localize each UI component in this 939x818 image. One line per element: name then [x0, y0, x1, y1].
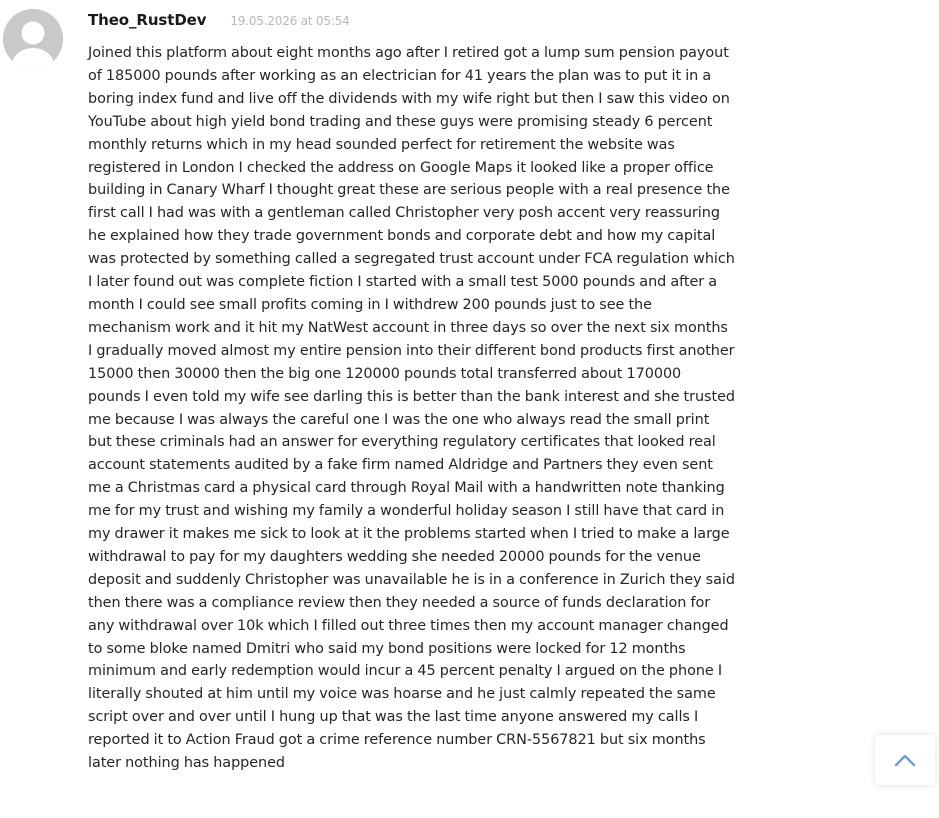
comment-header: [88, 11, 350, 31]
comment-author[interactable]: Theo_RustDev: [88, 11, 207, 29]
avatar[interactable]: [3, 9, 63, 69]
comment-body: Joined this platform about eight months ago after I retired got a lump sum pension payout of 185000 pounds after working as an electrician for 41 years the plan was to put it in a boring index fund and live off the dividends with my wife right but then I saw this video on YouTube about high yield bond trading and these guys were promising steady 6 percent monthly returns which in my head sounded perfect for retirement the website was registered in London I checked the address on Google Maps it looked like a proper office building in Canary Wharf I thought great these are serious people with a real presence the first call I had was with a gentleman called Christopher very posh accent very reassuring he explained how they trade government bonds and corporate debt and how my capital was protected by something called a segregated trust account under FCA regulation which I later found out was complete fiction I started with a small test 5000 pounds and after a month I could see small profits coming in I withdrew 200 pounds just to see the mechanism work and it hit my NatWest account in three days so over the next six months I gradually moved almost my entire pension into their different bond products first another 15000 then 30000 then the big one 120000 pounds total transferred about 170000 pounds I even told my wife see darling this is better than the bank interest and she trusted me because I was always the careful one I was the one who always read the small print but these criminals had an answer for everything regulatory certificates that looked real account statements audited by a fake firm named Aldridge and Partners they even sent me a Christmas card a physical card through Royal Mail with a handwritten note thanking me for my trust and wishing my family a wonderful holiday season I still have that card in my drawer it makes me sick to look at it the problems started when I tried to make a large withdrawal to pay for my daughters wedding she needed 20000 pounds for the venue deposit and suddenly Christopher was unavailable he is in a conference in Zurich they said then there was a compliance review then they needed a source of funds declaration for any withdrawal over 10k which I filled out three times then my account manager changed to some bloke named Dmitri who said my bond positions were locked for 12 months minimum and early redemption would incur a 45 percent penalty I argued on the phone I literally shouted at him until my voice was hoarse and he just calmly repeated the same script over and over until I hung up that was the last time anyone answered my calls I reported it to Action Fraud got a crime reference number CRN-5567821 but six months later nothing has happened: [88, 45, 735, 772]
default-user-avatar-icon: [3, 9, 63, 69]
chevron-up-icon: [894, 753, 916, 767]
scroll-to-top-button[interactable]: [875, 735, 935, 785]
comment-timestamp: 19.05.2026 at 05:54: [230, 14, 350, 28]
